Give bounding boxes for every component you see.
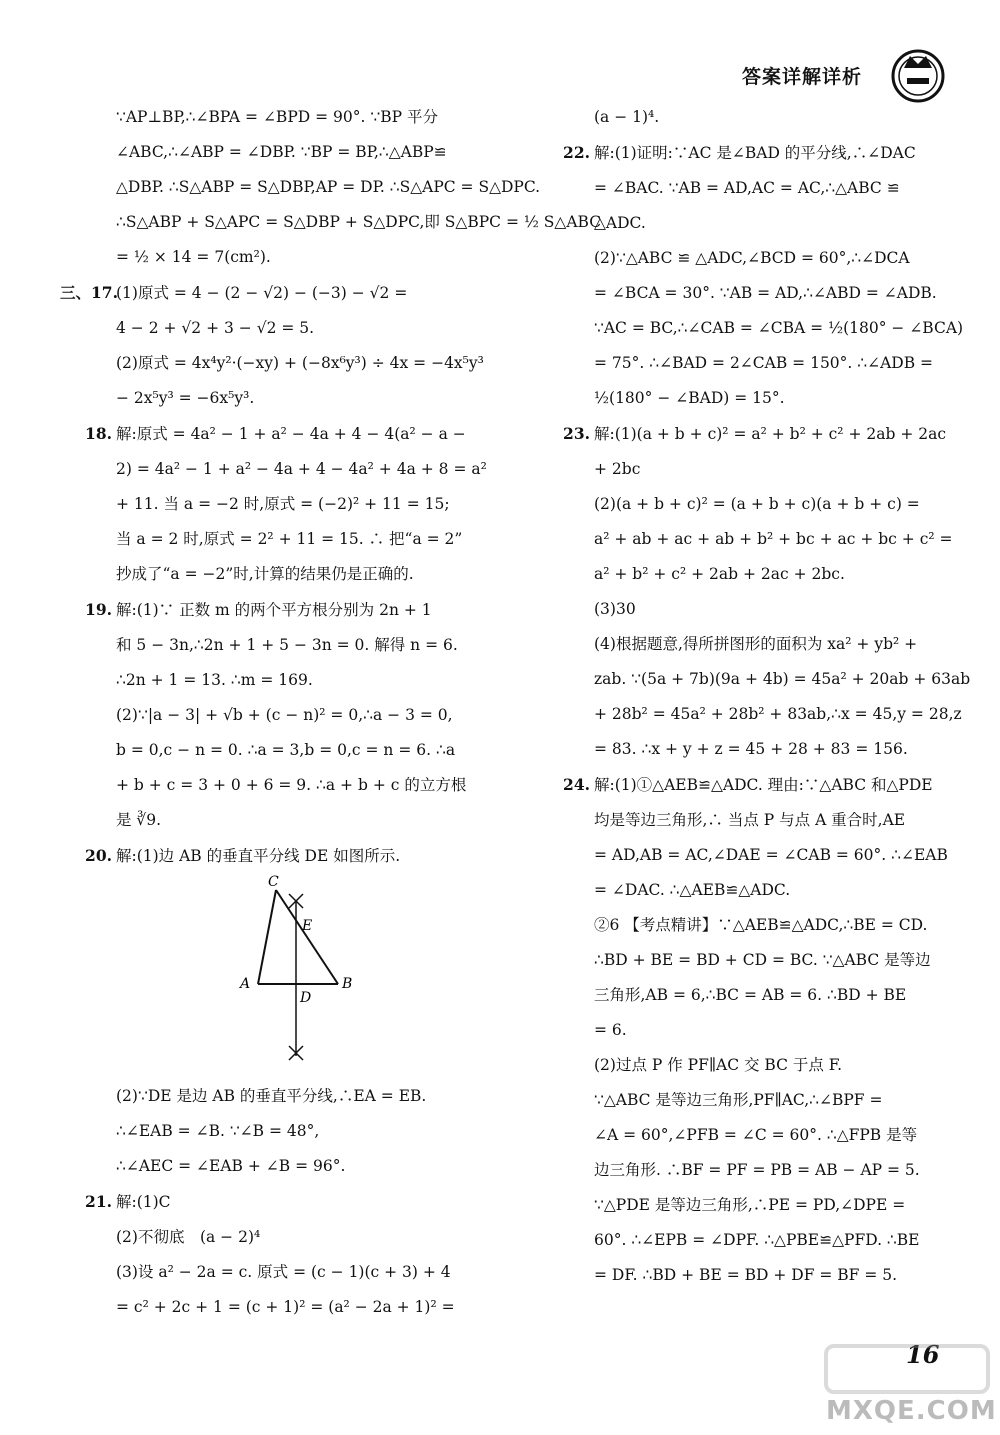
text-line: (2)∵|a − 3| + √b + (c − n)² = 0,∴a − 3 = 0, (116, 706, 453, 724)
text-line: + 2bc (594, 460, 641, 478)
text-line: + 28b² = 45a² + 28b² + 83ab,∴x = 45,y = 28,z (594, 705, 962, 723)
text-line: 解:原式 = 4a² − 1 + a² − 4a + 4 − 4(a² − a − (116, 425, 466, 443)
text-line: ∵AP⊥BP,∴∠BPA = ∠BPD = 90°. ∵BP 平分 (116, 108, 438, 126)
text-line: zab. ∵(5a + 7b)(9a + 4b) = 45a² + 20ab + 63ab (594, 670, 971, 688)
text-line: − 2x⁵y³ = −6x⁵y³. (116, 389, 255, 407)
label-d: D (300, 990, 312, 1006)
label-c: C (268, 874, 279, 890)
text-line: ½(180° − ∠BAD) = 15°. (594, 389, 785, 407)
text-line: = 6. (594, 1021, 627, 1039)
text-line: 解:(1)∵ 正数 m 的两个平方根分别为 2n + 1 (116, 601, 432, 619)
text-line: (2)不彻底 (a − 2)⁴ (116, 1228, 261, 1246)
text-line: = c² + 2c + 1 = (c + 1)² = (a² − 2a + 1)² = (116, 1298, 455, 1316)
text-line: a² + ab + ac + ab + b² + bc + ac + bc + c² = (594, 530, 953, 548)
text-line: △DBP. ∴S△ABP = S△DBP,AP = DP. ∴S△APC = S△DPC. (116, 178, 541, 196)
label-a: A (240, 976, 251, 992)
question-number: 三、17. (60, 283, 118, 302)
text-line: 解:(1)C (116, 1193, 171, 1211)
text-line: + 11. 当 a = −2 时,原式 = (−2)² + 11 = 15; (116, 495, 450, 513)
text-line: ∵△ABC 是等边三角形,PF∥AC,∴∠BPF = (594, 1091, 883, 1109)
question-number: 22. (563, 143, 590, 162)
label-b: B (342, 976, 353, 992)
triangle-diagram (230, 874, 370, 1074)
text-line: △ADC. (594, 214, 646, 232)
question-number: 23. (563, 424, 590, 443)
text-line: ∠A = 60°,∠PFB = ∠C = 60°. ∴△FPB 是等 (594, 1126, 918, 1144)
text-line: 均是等边三角形,∴ 当点 P 与点 A 重合时,AE (594, 811, 906, 829)
text-line: 解:(1)证明:∵AC 是∠BAD 的平分线,∴∠DAC (594, 144, 916, 162)
text-line: (2)原式 = 4x⁴y²·(−xy) + (−8x⁶y³) ÷ 4x = −4x⁵y³ (116, 354, 484, 372)
text-line: = ∠BCA = 30°. ∵AB = AD,∴∠ABD = ∠ADB. (594, 284, 937, 302)
text-line: ∵AC = BC,∴∠CAB = ∠CBA = ½(180° − ∠BCA) (594, 319, 964, 337)
text-line: ∵△PDE 是等边三角形,∴PE = PD,∠DPE = (594, 1196, 906, 1214)
text-line: 和 5 − 3n,∴2n + 1 + 5 − 3n = 0. 解得 n = 6. (116, 636, 458, 654)
text-line: (4)根据题意,得所拼图形的面积为 xa² + yb² + (594, 635, 918, 653)
text-line: = ∠DAC. ∴△AEB≌△ADC. (594, 881, 791, 899)
text-line: (2)∵△ABC ≌ △ADC,∠BCD = 60°,∴∠DCA (594, 249, 910, 267)
text-line: 4 − 2 + √2 + 3 − √2 = 5. (116, 319, 315, 337)
text-line: 抄成了“a = −2”时,计算的结果仍是正确的. (116, 565, 414, 583)
text-line: (1)原式 = 4 − (2 − √2) − (−3) − √2 = (116, 284, 408, 302)
left-column (60, 100, 602, 1325)
header-title: 答案详解详析 (742, 66, 863, 88)
text-line: ∠ABC,∴∠ABP = ∠DBP. ∵BP = BP,∴△ABP≌ (116, 143, 447, 161)
text-line: a² + b² + c² + 2ab + 2ac + 2bc. (594, 565, 845, 583)
text-line: = 83. ∴x + y + z = 45 + 28 + 83 = 156. (594, 740, 908, 758)
text-line: (2)过点 P 作 PF∥AC 交 BC 于点 F. (594, 1056, 843, 1074)
text-line: ∴∠AEC = ∠EAB + ∠B = 96°. (116, 1157, 346, 1175)
text-line: (3)30 (594, 600, 636, 618)
text-line: = 75°. ∴∠BAD = 2∠CAB = 150°. ∴∠ADB = (594, 354, 934, 372)
text-line: = DF. ∴BD + BE = BD + DF = BF = 5. (594, 1266, 898, 1284)
text-line: ∴BD + BE = BD + CD = BC. ∵△ABC 是等边 (594, 951, 931, 969)
text-line: = AD,AB = AC,∠DAE = ∠CAB = 60°. ∴∠EAB (594, 846, 948, 864)
text-line: 解:(1)①△AEB≌△ADC. 理由:∵△ABC 和△PDE (594, 776, 933, 794)
text-line: 是 ∛9. (116, 811, 162, 829)
text-line: (2)∵DE 是边 AB 的垂直平分线,∴EA = EB. (116, 1087, 427, 1105)
question-number: 19. (85, 600, 112, 619)
text-line: 解:(1)边 AB 的垂直平分线 DE 如图所示. (116, 847, 401, 865)
text-line: ∴∠EAB = ∠B. ∵∠B = 48°, (116, 1122, 320, 1140)
text-line: b = 0,c − n = 0. ∴a = 3,b = 0,c = n = 6. ∴a (116, 741, 456, 759)
text-line: (2)(a + b + c)² = (a + b + c)(a + b + c) = (594, 495, 920, 513)
text-line: 当 a = 2 时,原式 = 2² + 11 = 15. ∴ 把“a = 2” (116, 530, 463, 548)
watermark-text: MXQE.COM (826, 1396, 997, 1426)
text-line: (a − 1)⁴. (594, 108, 660, 126)
question-number: 24. (563, 775, 590, 794)
question-number: 21. (85, 1192, 112, 1211)
text-line: ∴2n + 1 = 13. ∴m = 169. (116, 671, 313, 689)
text-line: 2) = 4a² − 1 + a² − 4a + 4 − 4a² + 4a + 8 = a² (116, 460, 487, 478)
text-line: ②6 【考点精讲】∵△AEB≌△ADC,∴BE = CD. (594, 916, 928, 934)
text-line: = ∠BAC. ∵AB = AD,AC = AC,∴△ABC ≌ (594, 179, 900, 197)
text-line: + b + c = 3 + 0 + 6 = 9. ∴a + b + c 的立方根 (116, 776, 467, 794)
question-number: 20. (85, 846, 112, 865)
text-line: = ½ × 14 = 7(cm²). (116, 248, 271, 266)
text-line: 解:(1)(a + b + c)² = a² + b² + c² + 2ab + 2ac (594, 425, 947, 443)
perpendicular-bisector-figure (60, 874, 485, 1079)
page-number: 16 (906, 1340, 940, 1369)
question-number: 18. (85, 424, 112, 443)
text-line: (3)设 a² − 2a = c. 原式 = (c − 1)(c + 3) + 4 (116, 1263, 451, 1281)
right-column (538, 100, 971, 1293)
publisher-seal-icon (890, 48, 946, 104)
text-line: ∴S△ABP + S△APC = S△DBP + S△DPC,即 S△BPC = ½ S△ABC (116, 213, 602, 231)
label-e: E (302, 918, 313, 934)
text-line: 边三角形. ∴BF = PF = PB = AB − AP = 5. (594, 1161, 920, 1179)
text-line: 三角形,AB = 6,∴BC = AB = 6. ∴BD + BE (594, 986, 907, 1004)
text-line: 60°. ∴∠EPB = ∠DPF. ∴△PBE≌△PFD. ∴BE (594, 1231, 920, 1249)
